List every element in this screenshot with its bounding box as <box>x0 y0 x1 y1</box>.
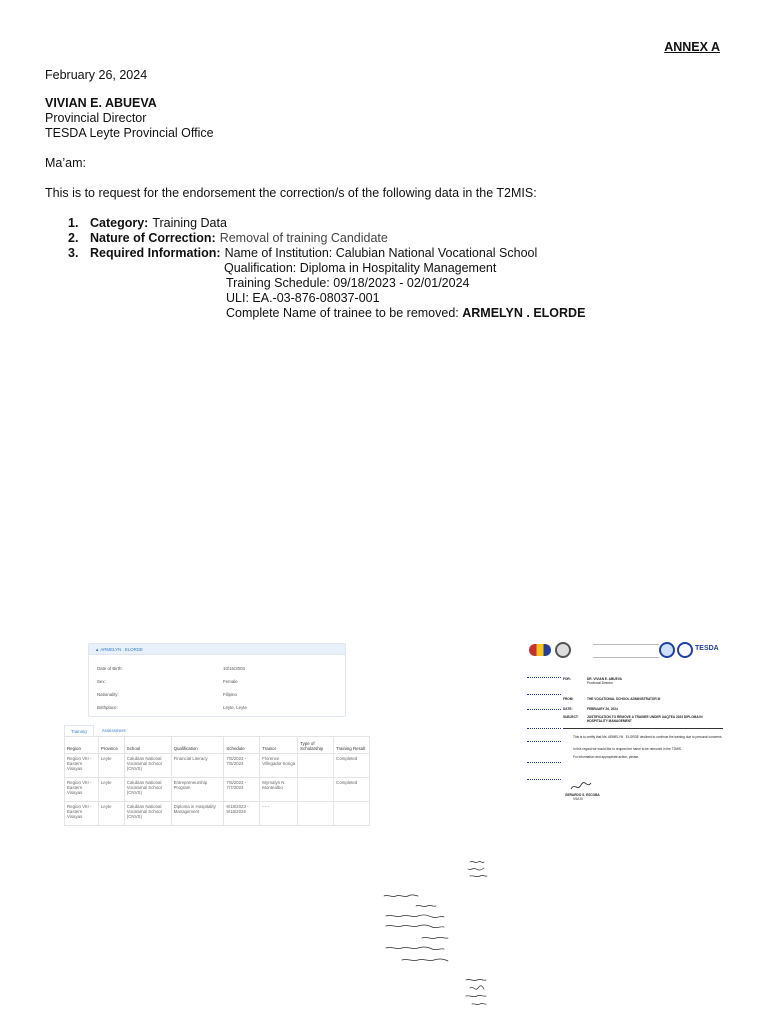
for-title: Provincial Director <box>587 681 613 685</box>
table-cell: Region VIII - Eastern Visayas <box>65 778 99 802</box>
subject-value: JUSTIFICATION TO REMOVE A TRAINEE UNDER UAQTEA 2023 DIPLOMA IN HOSPITALITY MANAGEMENT <box>587 715 703 723</box>
table-cell <box>298 778 334 802</box>
tab-training[interactable]: Training <box>64 725 94 736</box>
table-cell: Leyte <box>98 802 124 826</box>
list-item <box>68 216 537 231</box>
table-cell: Diploma in Hospitality Management <box>171 802 224 826</box>
table-row <box>65 778 370 802</box>
for-label: FOR: <box>563 677 571 681</box>
column-header: Qualification <box>171 737 224 754</box>
field-value: Female <box>223 679 238 684</box>
tab-assessment[interactable]: Assessment <box>96 725 132 736</box>
field-label: Nationality: <box>97 692 119 697</box>
field-value: 10/16/2003 <box>223 666 245 671</box>
qualification-line: Qualification: Diploma in Hospitality Management <box>224 261 497 275</box>
date-value: FEBRUARY 26, 2024 <box>587 707 618 711</box>
profile-card <box>88 643 346 717</box>
item-label: Nature of Correction: <box>90 231 216 245</box>
tesda-logo-text: TESDA <box>695 645 719 652</box>
table-cell: Completed <box>334 778 370 802</box>
recipient-name: VIVIAN E. ABUEVA <box>45 96 157 110</box>
request-items <box>68 216 537 261</box>
field-label: Sex: <box>97 679 106 684</box>
table-cell: Leyte <box>98 778 124 802</box>
profile-tabs <box>64 725 134 736</box>
field-value: Leyte, Leyte <box>223 705 247 710</box>
item-number: 3. <box>68 246 79 260</box>
from-value: THE VOCATIONAL SCHOOL ADMINISTRATOR III <box>587 697 661 701</box>
body-paragraph: This is to certify that Ms. ARMELYN . ELORDE declined to continue the training due to personal concerns. <box>573 735 723 739</box>
sidebar-text <box>527 668 561 818</box>
table-cell: Region VIII - Eastern Visayas <box>65 754 99 778</box>
table-cell <box>298 754 334 778</box>
uli-line: ULI: EA.-03-876-08037-001 <box>226 291 380 305</box>
table-cell <box>334 802 370 826</box>
trainee-profile-screenshot <box>64 637 370 827</box>
trainee-prefix: Complete Name of trainee to be removed: <box>226 306 459 320</box>
column-header: Region <box>65 737 99 754</box>
table-cell: Calubian National Vocational School (CNVS) <box>124 802 171 826</box>
table-row <box>65 754 370 778</box>
signer-name: GERARDO S. ESCOBA <box>565 793 600 797</box>
profile-name: ARMELYN . ELORDE <box>100 647 143 652</box>
date-label: DATE: <box>563 707 573 711</box>
profile-header <box>89 644 345 655</box>
item-label: Category: <box>90 216 149 230</box>
letter-date: February 26, 2024 <box>45 68 148 82</box>
signer-title: VSA III <box>573 797 583 801</box>
trainee-line <box>226 306 585 321</box>
addressee-block <box>45 96 214 141</box>
user-icon: ▲ <box>95 647 101 652</box>
table-cell <box>298 802 334 826</box>
schedule-line: Training Schedule: 09/18/2023 - 02/01/2024 <box>226 276 470 290</box>
table-cell: Calubian National Vocational School (CNVS) <box>124 778 171 802</box>
subject-label: SUBJECT: <box>563 715 579 719</box>
item-label: Required Information: <box>90 246 221 260</box>
justification-letter-thumbnail <box>525 638 727 826</box>
handwritten-letter-image <box>372 858 522 1018</box>
trainee-name: ARMELYN . ELORDE <box>462 306 586 320</box>
from-label: FROM: <box>563 697 574 701</box>
table-cell: Entrepreneurship Program <box>171 778 224 802</box>
field-value: Filipino <box>223 692 237 697</box>
column-header: Type of Scholarship <box>298 737 334 754</box>
bagong-pilipinas-seal-icon <box>659 642 675 658</box>
table-cell: Florence Villegador Itoriga <box>260 754 298 778</box>
deped-seal-icon <box>555 642 571 658</box>
body-paragraph: For information and appropriate action, please. <box>573 755 640 759</box>
field-label: Birthplace: <box>97 705 118 710</box>
annex-label: ANNEX A <box>664 40 720 54</box>
training-table <box>64 736 370 826</box>
column-header: School <box>124 737 171 754</box>
column-header: Province <box>98 737 124 754</box>
table-row <box>65 802 370 826</box>
table-cell: Financial Literacy <box>171 754 224 778</box>
column-header: Training Result <box>334 737 370 754</box>
list-item <box>68 231 537 246</box>
item-value: Training Data <box>152 216 227 230</box>
letterhead-text <box>593 644 659 658</box>
table-header-row <box>65 737 370 754</box>
table-cell: 7/5/2023 - 7/5/2023 <box>224 754 260 778</box>
salutation: Ma’am: <box>45 156 86 170</box>
table-cell: Calubian National Vocational School (CNVS) <box>124 754 171 778</box>
intro-paragraph: This is to request for the endorsement the correction/s of the following data in the T2MIS: <box>45 186 537 200</box>
item-value: Name of Institution: Calubian National Vocational School <box>224 246 538 260</box>
table-cell: - - - <box>260 802 298 826</box>
list-item <box>68 246 537 261</box>
table-cell: 7/6/2023 - 7/7/2023 <box>224 778 260 802</box>
item-number: 2. <box>68 231 79 245</box>
body-paragraph: In this regard we would like to request her name to be removed in the T2MIS. <box>573 747 682 751</box>
table-cell: Myrnalyn N. Montealbo <box>260 778 298 802</box>
for-name: DR. VIVIAN E. ABUEVA <box>587 677 622 681</box>
tesda-seal-icon <box>677 642 693 658</box>
handwriting-image <box>372 858 522 1018</box>
signature-mark <box>569 780 593 792</box>
divider <box>563 728 723 729</box>
recipient-title: Provincial Director <box>45 111 147 125</box>
column-header: Schedule <box>224 737 260 754</box>
ph-flag-logo <box>529 644 551 656</box>
table-cell: 9/18/2023 - 9/18/2026 <box>224 802 260 826</box>
table-cell: Completed <box>334 754 370 778</box>
column-header: Trainor <box>260 737 298 754</box>
item-value: Removal of training Candidate <box>219 231 388 245</box>
recipient-office: TESDA Leyte Provincial Office <box>45 126 214 140</box>
item-number: 1. <box>68 216 79 230</box>
table-cell: Leyte <box>98 754 124 778</box>
field-label: Date of Birth: <box>97 666 123 671</box>
table-cell: Region VIII - Eastern Visayas <box>65 802 99 826</box>
